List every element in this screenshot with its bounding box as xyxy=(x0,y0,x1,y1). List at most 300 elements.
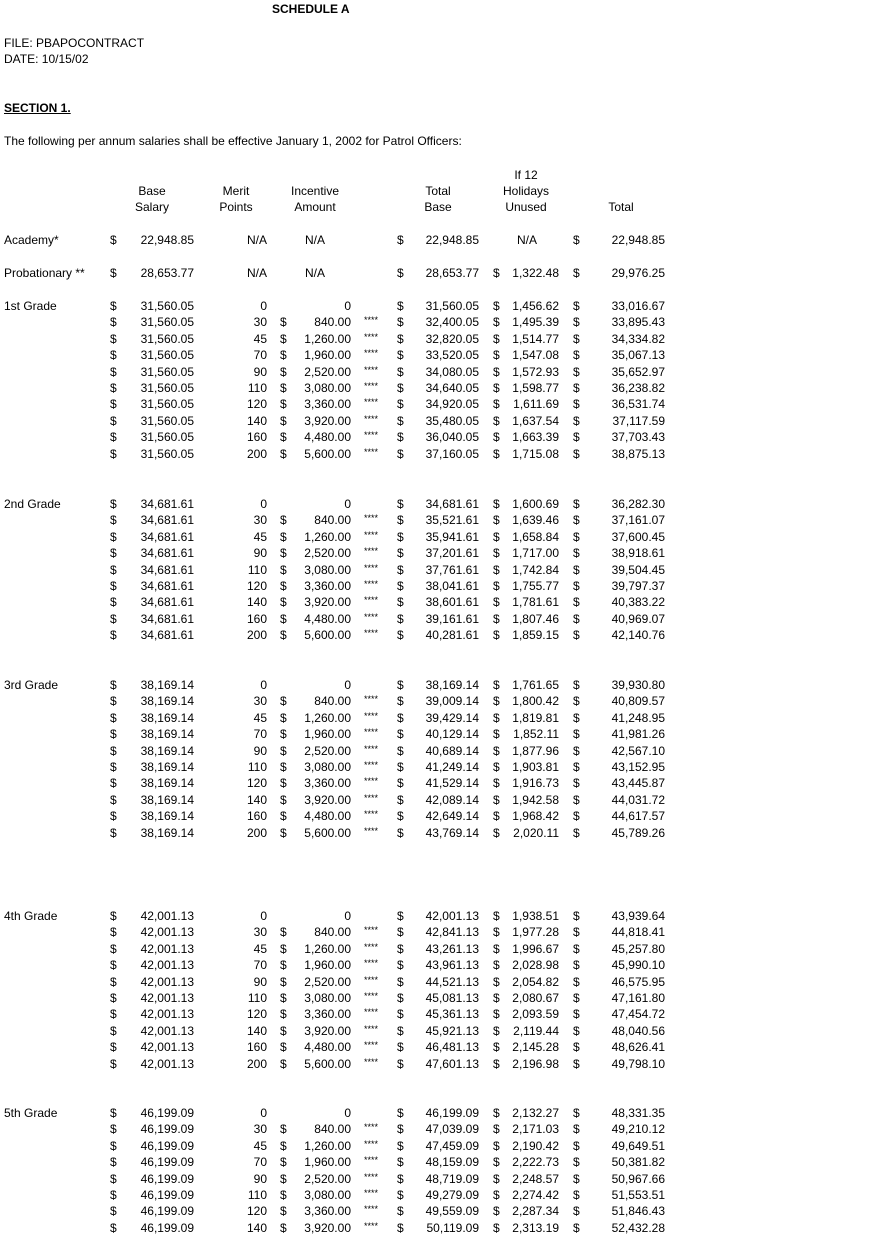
dollar-sign: $ xyxy=(493,1155,500,1170)
merit-points-cell: 90 xyxy=(253,364,267,379)
stars-marker: **** xyxy=(364,595,379,606)
merit-points-cell: 90 xyxy=(253,743,267,758)
total-cell: 44,031.72 xyxy=(611,792,665,807)
dollar-sign: $ xyxy=(397,1155,404,1170)
merit-points-cell: 110 xyxy=(247,760,267,774)
total-base-cell: 31,560.05 xyxy=(425,299,479,313)
total-cell: 39,930.80 xyxy=(611,678,665,692)
table-row xyxy=(0,975,875,989)
base-salary-cell: 31,560.05 xyxy=(140,413,194,428)
dollar-sign: $ xyxy=(280,611,287,626)
total-base-cell: 37,201.61 xyxy=(425,546,479,561)
stars-marker: **** xyxy=(364,348,379,359)
dollar-sign: $ xyxy=(493,331,500,346)
stars-marker: **** xyxy=(364,974,379,985)
dollar-sign: $ xyxy=(397,348,404,363)
dollar-sign: $ xyxy=(110,513,117,528)
dollar-sign: $ xyxy=(573,299,580,313)
total-cell: 47,161.80 xyxy=(611,991,665,1005)
dollar-sign: $ xyxy=(493,991,500,1005)
dollar-sign: $ xyxy=(573,266,580,280)
dollar-sign: $ xyxy=(493,792,500,807)
stars-marker: **** xyxy=(364,809,379,820)
merit-points-cell: 0 xyxy=(260,497,267,511)
total-base-cell: 34,920.05 xyxy=(425,397,479,412)
table-row xyxy=(0,942,875,956)
merit-points-cell: 110 xyxy=(247,1188,267,1202)
dollar-sign: $ xyxy=(397,546,404,561)
holidays-unused-cell: 1,859.15 xyxy=(512,628,559,643)
dollar-sign: $ xyxy=(397,381,404,395)
total-cell: 42,567.10 xyxy=(611,743,665,758)
holidays-unused-cell: 1,977.28 xyxy=(512,925,559,940)
base-salary-cell: 42,001.13 xyxy=(140,941,194,956)
dollar-sign: $ xyxy=(493,909,500,923)
base-salary-cell: 34,681.61 xyxy=(140,562,194,577)
dollar-sign: $ xyxy=(573,1204,580,1219)
dollar-sign: $ xyxy=(573,1056,580,1071)
dollar-sign: $ xyxy=(110,546,117,561)
dollar-sign: $ xyxy=(573,678,580,692)
holidays-unused-cell: 2,287.34 xyxy=(512,1204,559,1219)
total-cell: 45,257.80 xyxy=(611,941,665,956)
holidays-unused-cell: 1,968.42 xyxy=(512,809,559,824)
base-salary-cell: 31,560.05 xyxy=(140,397,194,412)
merit-points-cell: 200 xyxy=(246,825,267,840)
merit-points-cell: 140 xyxy=(246,1220,267,1235)
total-base-cell: 45,921.13 xyxy=(425,1023,479,1038)
table-row xyxy=(0,563,875,577)
dollar-sign: $ xyxy=(493,628,500,643)
merit-points-cell: 120 xyxy=(246,1204,267,1219)
table-row xyxy=(0,266,875,280)
table-row xyxy=(0,299,875,313)
holidays-unused-cell: 2,190.42 xyxy=(512,1138,559,1153)
dollar-sign: $ xyxy=(573,513,580,528)
dollar-sign: $ xyxy=(493,446,500,461)
total-cell: 37,703.43 xyxy=(611,430,665,445)
table-row xyxy=(0,1172,875,1186)
table-row xyxy=(0,595,875,609)
incentive-amount-cell: 3,920.00 xyxy=(304,792,351,807)
grade-label: 4th Grade xyxy=(4,909,58,923)
total-cell: 49,798.10 xyxy=(611,1056,665,1071)
total-cell: 33,895.43 xyxy=(611,315,665,330)
incentive-amount-cell: 3,920.00 xyxy=(304,413,351,428)
merit-points-cell: N/A xyxy=(246,233,267,247)
grade-label: 1st Grade xyxy=(4,299,57,313)
total-base-cell: 36,040.05 xyxy=(425,430,479,445)
dollar-sign: $ xyxy=(493,595,500,610)
base-salary-cell: 46,199.09 xyxy=(140,1106,194,1120)
dollar-sign: $ xyxy=(493,958,500,973)
merit-points-cell: 0 xyxy=(260,299,267,313)
document-title: SCHEDULE A xyxy=(272,2,350,16)
merit-points-cell: 90 xyxy=(253,974,267,989)
dollar-sign: $ xyxy=(397,694,404,709)
dollar-sign: $ xyxy=(280,446,287,461)
dollar-sign: $ xyxy=(397,776,404,791)
dollar-sign: $ xyxy=(573,497,580,511)
stars-marker: **** xyxy=(364,760,379,770)
dollar-sign: $ xyxy=(397,1188,404,1202)
table-row xyxy=(0,1024,875,1038)
holidays-unused-cell: 1,819.81 xyxy=(512,710,559,725)
merit-points-cell: 120 xyxy=(246,397,267,412)
header-total: Total xyxy=(608,200,634,214)
dollar-sign: $ xyxy=(110,958,117,973)
dollar-sign: $ xyxy=(110,595,117,610)
dollar-sign: $ xyxy=(110,562,117,577)
dollar-sign: $ xyxy=(573,529,580,544)
total-base-cell: 47,601.13 xyxy=(425,1056,479,1071)
total-cell: 37,117.59 xyxy=(612,413,665,428)
stars-marker: **** xyxy=(364,331,379,342)
total-cell: 37,600.45 xyxy=(611,529,665,544)
holidays-unused-cell: 2,054.82 xyxy=(512,974,559,989)
base-salary-cell: 42,001.13 xyxy=(140,974,194,989)
total-cell: 40,969.07 xyxy=(611,611,665,626)
table-row xyxy=(0,348,875,362)
total-cell: 50,381.82 xyxy=(611,1155,665,1170)
holidays-unused-cell: 1,495.39 xyxy=(512,315,559,330)
incentive-amount-cell: 5,600.00 xyxy=(304,1056,351,1071)
dollar-sign: $ xyxy=(573,743,580,758)
dollar-sign: $ xyxy=(110,694,117,709)
header-base-salary: Base Salary xyxy=(134,184,169,214)
incentive-amount-cell: 0 xyxy=(344,909,351,923)
stars-marker: **** xyxy=(364,430,379,441)
table-row xyxy=(0,793,875,807)
dollar-sign: $ xyxy=(280,397,287,412)
table-row xyxy=(0,1204,875,1218)
dollar-sign: $ xyxy=(397,611,404,626)
dollar-sign: $ xyxy=(573,562,580,577)
dollar-sign: $ xyxy=(573,628,580,643)
incentive-amount-cell: 3,080.00 xyxy=(304,562,351,577)
holidays-unused-cell: 1,942.58 xyxy=(512,792,559,807)
merit-points-cell: 200 xyxy=(246,1056,267,1071)
holidays-unused-cell: 1,715.08 xyxy=(512,446,559,461)
holidays-unused-cell: 1,456.62 xyxy=(512,299,559,313)
dollar-sign: $ xyxy=(280,974,287,989)
incentive-amount-cell: 1,260.00 xyxy=(304,710,351,725)
base-salary-cell: 31,560.05 xyxy=(140,331,194,346)
dollar-sign: $ xyxy=(110,678,117,692)
stars-marker: **** xyxy=(364,1056,379,1067)
merit-points-cell: 120 xyxy=(246,1007,267,1022)
holidays-unused-cell: 2,171.03 xyxy=(512,1122,559,1137)
merit-points-cell: 90 xyxy=(253,546,267,561)
stars-marker: **** xyxy=(364,694,379,705)
base-salary-cell: 34,681.61 xyxy=(140,529,194,544)
dollar-sign: $ xyxy=(110,710,117,725)
dollar-sign: $ xyxy=(493,397,500,412)
dollar-sign: $ xyxy=(110,825,117,840)
dollar-sign: $ xyxy=(573,397,580,412)
base-salary-cell: 31,560.05 xyxy=(140,299,194,313)
dollar-sign: $ xyxy=(493,1188,500,1202)
holidays-unused-cell: 1,658.84 xyxy=(512,529,559,544)
dollar-sign: $ xyxy=(397,562,404,577)
total-cell: 48,331.35 xyxy=(611,1106,665,1120)
dollar-sign: $ xyxy=(110,1204,117,1219)
dollar-sign: $ xyxy=(110,974,117,989)
holidays-unused-cell: 2,020.11 xyxy=(513,825,559,840)
dollar-sign: $ xyxy=(573,233,580,247)
base-salary-cell: 46,199.09 xyxy=(140,1188,194,1202)
total-cell: 37,161.07 xyxy=(611,513,665,528)
incentive-amount-cell: 4,480.00 xyxy=(304,611,351,626)
dollar-sign: $ xyxy=(397,1007,404,1022)
total-cell: 43,152.95 xyxy=(611,760,665,774)
total-cell: 43,939.64 xyxy=(611,909,665,923)
incentive-amount-cell: 0 xyxy=(344,497,351,511)
header-total-base: Total Base xyxy=(424,184,452,214)
dollar-sign: $ xyxy=(397,513,404,528)
dollar-sign: $ xyxy=(493,381,500,395)
dollar-sign: $ xyxy=(110,743,117,758)
dollar-sign: $ xyxy=(397,315,404,330)
dollar-sign: $ xyxy=(397,1106,404,1120)
table-row xyxy=(0,233,875,247)
table-row xyxy=(0,1139,875,1153)
holidays-unused-cell: 1,996.67 xyxy=(512,941,559,956)
base-salary-cell: 38,169.14 xyxy=(140,776,194,791)
dollar-sign: $ xyxy=(493,710,500,725)
dollar-sign: $ xyxy=(573,1007,580,1022)
dollar-sign: $ xyxy=(397,299,404,313)
dollar-sign: $ xyxy=(573,430,580,445)
table-row xyxy=(0,430,875,444)
merit-points-cell: 30 xyxy=(253,694,267,709)
merit-points-cell: 70 xyxy=(253,727,267,742)
dollar-sign: $ xyxy=(573,958,580,973)
dollar-sign: $ xyxy=(573,792,580,807)
holidays-unused-cell: 2,196.98 xyxy=(512,1056,559,1071)
dollar-sign: $ xyxy=(493,529,500,544)
dollar-sign: $ xyxy=(573,315,580,330)
total-base-cell: 48,719.09 xyxy=(425,1171,479,1186)
file-line: FILE: PBAPOCONTRACT xyxy=(4,36,145,50)
base-salary-cell: 38,169.14 xyxy=(140,694,194,709)
table-row xyxy=(0,530,875,544)
dollar-sign: $ xyxy=(110,628,117,643)
total-base-cell: 33,520.05 xyxy=(425,348,479,363)
base-salary-cell: 46,199.09 xyxy=(140,1122,194,1137)
dollar-sign: $ xyxy=(397,1138,404,1153)
incentive-amount-cell: 0 xyxy=(344,678,351,692)
total-base-cell: 28,653.77 xyxy=(425,266,479,280)
merit-points-cell: 30 xyxy=(253,925,267,940)
grade-label: Probationary ** xyxy=(4,266,85,280)
total-cell: 51,846.43 xyxy=(611,1204,665,1219)
dollar-sign: $ xyxy=(493,430,500,445)
base-salary-cell: 34,681.61 xyxy=(140,611,194,626)
incentive-amount-cell: 1,260.00 xyxy=(304,331,351,346)
total-base-cell: 39,009.14 xyxy=(425,694,479,709)
dollar-sign: $ xyxy=(493,776,500,791)
dollar-sign: $ xyxy=(397,446,404,461)
dollar-sign: $ xyxy=(280,1122,287,1137)
dollar-sign: $ xyxy=(280,776,287,791)
total-cell: 41,981.26 xyxy=(611,727,665,742)
dollar-sign: $ xyxy=(110,1220,117,1235)
dollar-sign: $ xyxy=(573,595,580,610)
stars-marker: **** xyxy=(364,991,379,1001)
base-salary-cell: 46,199.09 xyxy=(140,1220,194,1235)
dollar-sign: $ xyxy=(573,974,580,989)
total-cell: 36,238.82 xyxy=(611,381,665,395)
stars-marker: **** xyxy=(364,381,379,391)
table-row xyxy=(0,1007,875,1021)
stars-marker: **** xyxy=(364,743,379,754)
dollar-sign: $ xyxy=(493,546,500,561)
dollar-sign: $ xyxy=(397,925,404,940)
total-base-cell: 44,521.13 xyxy=(425,974,479,989)
total-base-cell: 50,119.09 xyxy=(426,1220,479,1235)
dollar-sign: $ xyxy=(493,1204,500,1219)
total-cell: 47,454.72 xyxy=(611,1007,665,1022)
dollar-sign: $ xyxy=(493,1023,500,1038)
table-row xyxy=(0,546,875,560)
base-salary-cell: 42,001.13 xyxy=(140,909,194,923)
dollar-sign: $ xyxy=(280,1007,287,1022)
dollar-sign: $ xyxy=(280,413,287,428)
dollar-sign: $ xyxy=(280,941,287,956)
merit-points-cell: 70 xyxy=(253,958,267,973)
table-row xyxy=(0,776,875,790)
dollar-sign: $ xyxy=(110,364,117,379)
base-salary-cell: 31,560.05 xyxy=(140,315,194,330)
total-cell: 51,553.51 xyxy=(611,1188,665,1202)
incentive-amount-cell: 3,360.00 xyxy=(304,1204,351,1219)
incentive-amount-cell: 840.00 xyxy=(314,694,351,709)
base-salary-cell: 34,681.61 xyxy=(140,579,194,593)
dollar-sign: $ xyxy=(110,446,117,461)
merit-points-cell: 0 xyxy=(260,909,267,923)
dollar-sign: $ xyxy=(397,595,404,610)
total-cell: 39,797.37 xyxy=(611,579,665,593)
merit-points-cell: 140 xyxy=(246,1023,267,1038)
dollar-sign: $ xyxy=(493,1138,500,1153)
dollar-sign: $ xyxy=(397,809,404,824)
dollar-sign: $ xyxy=(397,1220,404,1235)
dollar-sign: $ xyxy=(397,579,404,593)
total-base-cell: 47,459.09 xyxy=(425,1138,479,1153)
dollar-sign: $ xyxy=(573,1023,580,1038)
stars-marker: **** xyxy=(364,1007,379,1018)
dollar-sign: $ xyxy=(573,1171,580,1186)
stars-marker: **** xyxy=(364,727,379,738)
dollar-sign: $ xyxy=(493,364,500,379)
stars-marker: **** xyxy=(364,776,379,787)
stars-marker: **** xyxy=(364,413,379,424)
total-cell: 40,383.22 xyxy=(611,595,665,610)
dollar-sign: $ xyxy=(493,825,500,840)
holidays-unused-cell: 1,761.65 xyxy=(512,678,559,692)
dollar-sign: $ xyxy=(280,1220,287,1235)
stars-marker: **** xyxy=(364,1188,379,1198)
dollar-sign: $ xyxy=(280,546,287,561)
merit-points-cell: 70 xyxy=(253,348,267,363)
total-base-cell: 39,161.61 xyxy=(425,611,479,626)
base-salary-cell: 38,169.14 xyxy=(140,809,194,824)
dollar-sign: $ xyxy=(110,1122,117,1137)
dollar-sign: $ xyxy=(493,497,500,511)
merit-points-cell: 160 xyxy=(246,1040,267,1055)
dollar-sign: $ xyxy=(573,727,580,742)
dollar-sign: $ xyxy=(493,299,500,313)
dollar-sign: $ xyxy=(397,1040,404,1055)
incentive-amount-cell: 3,920.00 xyxy=(304,1023,351,1038)
total-base-cell: 34,640.05 xyxy=(425,381,479,395)
dollar-sign: $ xyxy=(573,348,580,363)
dollar-sign: $ xyxy=(397,678,404,692)
total-cell: 49,210.12 xyxy=(611,1122,665,1137)
dollar-sign: $ xyxy=(493,925,500,940)
dollar-sign: $ xyxy=(493,315,500,330)
dollar-sign: $ xyxy=(573,760,580,774)
dollar-sign: $ xyxy=(493,266,500,280)
base-salary-cell: 42,001.13 xyxy=(140,1023,194,1038)
base-salary-cell: 31,560.05 xyxy=(140,381,194,395)
base-salary-cell: 42,001.13 xyxy=(140,958,194,973)
dollar-sign: $ xyxy=(110,776,117,791)
stars-marker: **** xyxy=(364,958,379,969)
dollar-sign: $ xyxy=(573,364,580,379)
holidays-unused-cell: 2,222.73 xyxy=(512,1155,559,1170)
dollar-sign: $ xyxy=(397,958,404,973)
dollar-sign: $ xyxy=(110,611,117,626)
table-row xyxy=(0,909,875,923)
dollar-sign: $ xyxy=(573,1155,580,1170)
total-cell: 34,334.82 xyxy=(611,331,665,346)
holidays-unused-cell: 1,781.61 xyxy=(512,595,559,610)
dollar-sign: $ xyxy=(493,1040,500,1055)
base-salary-cell: 46,199.09 xyxy=(140,1204,194,1219)
dollar-sign: $ xyxy=(493,611,500,626)
holidays-unused-cell: 1,852.11 xyxy=(513,727,559,742)
incentive-amount-cell: 1,260.00 xyxy=(304,1138,351,1153)
total-base-cell: 22,948.85 xyxy=(425,233,479,247)
base-salary-cell: 46,199.09 xyxy=(140,1171,194,1186)
holidays-unused-cell: 2,313.19 xyxy=(512,1220,559,1235)
dollar-sign: $ xyxy=(110,1138,117,1153)
dollar-sign: $ xyxy=(397,413,404,428)
incentive-amount-cell: 1,960.00 xyxy=(304,1155,351,1170)
dollar-sign: $ xyxy=(110,331,117,346)
total-base-cell: 37,761.61 xyxy=(425,562,479,577)
dollar-sign: $ xyxy=(280,513,287,528)
dollar-sign: $ xyxy=(493,1220,500,1235)
total-base-cell: 41,249.14 xyxy=(425,760,479,774)
dollar-sign: $ xyxy=(110,1188,117,1202)
dollar-sign: $ xyxy=(280,595,287,610)
dollar-sign: $ xyxy=(110,1171,117,1186)
table-row xyxy=(0,579,875,593)
holidays-unused-cell: 1,572.93 xyxy=(512,364,559,379)
dollar-sign: $ xyxy=(110,909,117,923)
dollar-sign: $ xyxy=(280,1056,287,1071)
dollar-sign: $ xyxy=(397,727,404,742)
incentive-amount-cell: 3,920.00 xyxy=(304,1220,351,1235)
merit-points-cell: 0 xyxy=(260,1106,267,1120)
stars-marker: **** xyxy=(364,941,379,952)
header-holidays-unused: If 12 Holidays Unused xyxy=(502,168,550,214)
incentive-amount-cell: 1,960.00 xyxy=(304,348,351,363)
header-merit-points: Merit Points xyxy=(219,184,253,214)
